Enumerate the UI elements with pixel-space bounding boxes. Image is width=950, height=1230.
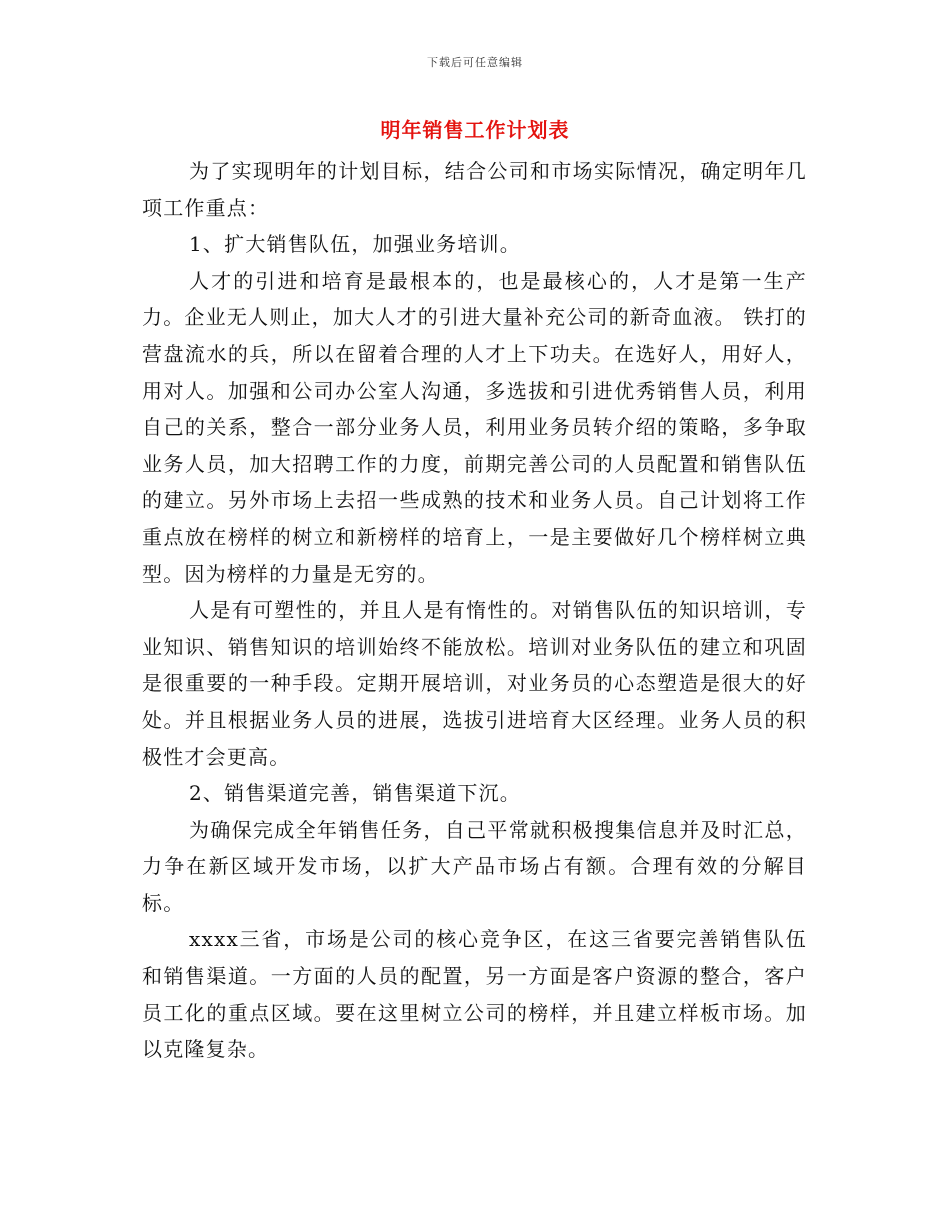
document-title: 明年销售工作计划表 [380, 118, 570, 142]
document-body [142, 153, 807, 1068]
paragraph-intro: 为了实现明年的计划目标，结合公司和市场实际情况，确定明年几项工作重点： [142, 159, 807, 220]
paragraph-training: 人是有可塑性的，并且人是有惰性的。对销售队伍的知识培训，专业知识、销售知识的培训始终不能放松。培训对业务队伍的建立和巩固是很重要的一种手段。定期开展培训，对业务员的心态塑造是很大的好处。并且根据业务人员的进展，选拔引进培育大区经理。业务人员的积极性才会更高。 [142, 598, 807, 769]
paragraph-talent: 人才的引进和培育是最根本的，也是最核心的，人才是第一生产力。企业无人则止，加大人才的引进大量补充公司的新奇血液。 铁打的营盘流水的兵，所以在留着合理的人才上下功夫。在选好人，用好人，用对人。加强和公司办公室人沟通，多选拔和引进优秀销售人员，利用自己的关系，整合一部分业务人员，利用业务员转介绍的策略，多争取业务人员，加大招聘工作的力度，前期完善公司的人员配置和销售队伍的建立。另外市场上去招一些成熟的技术和业务人员。自己计划将工作重点放在榜样的树立和新榜样的培育上，一是主要做好几个榜样树立典型。因为榜样的力量是无穷的。 [142, 268, 807, 586]
header-note: 下载后可任意编辑 [427, 56, 523, 69]
paragraph-sales-task: 为确保完成全年销售任务，自己平常就积极搜集信息并及时汇总，力争在新区域开发市场，以扩大产品市场占有额。合理有效的分解目标。 [142, 817, 807, 915]
paragraph-heading-1: 1、扩大销售队伍，加强业务培训。 [189, 232, 521, 257]
paragraph-three-provinces: xxxx三省，市场是公司的核心竞争区，在这三省要完善销售队伍和销售渠道。一方面的人员的配置，另一方面是客户资源的整合，客户员工化的重点区域。要在这里树立公司的榜样，并且建立样板市场。加以克隆复杂。 [142, 927, 807, 1062]
paragraph-heading-2: 2、销售渠道完善，销售渠道下沉。 [189, 781, 521, 806]
